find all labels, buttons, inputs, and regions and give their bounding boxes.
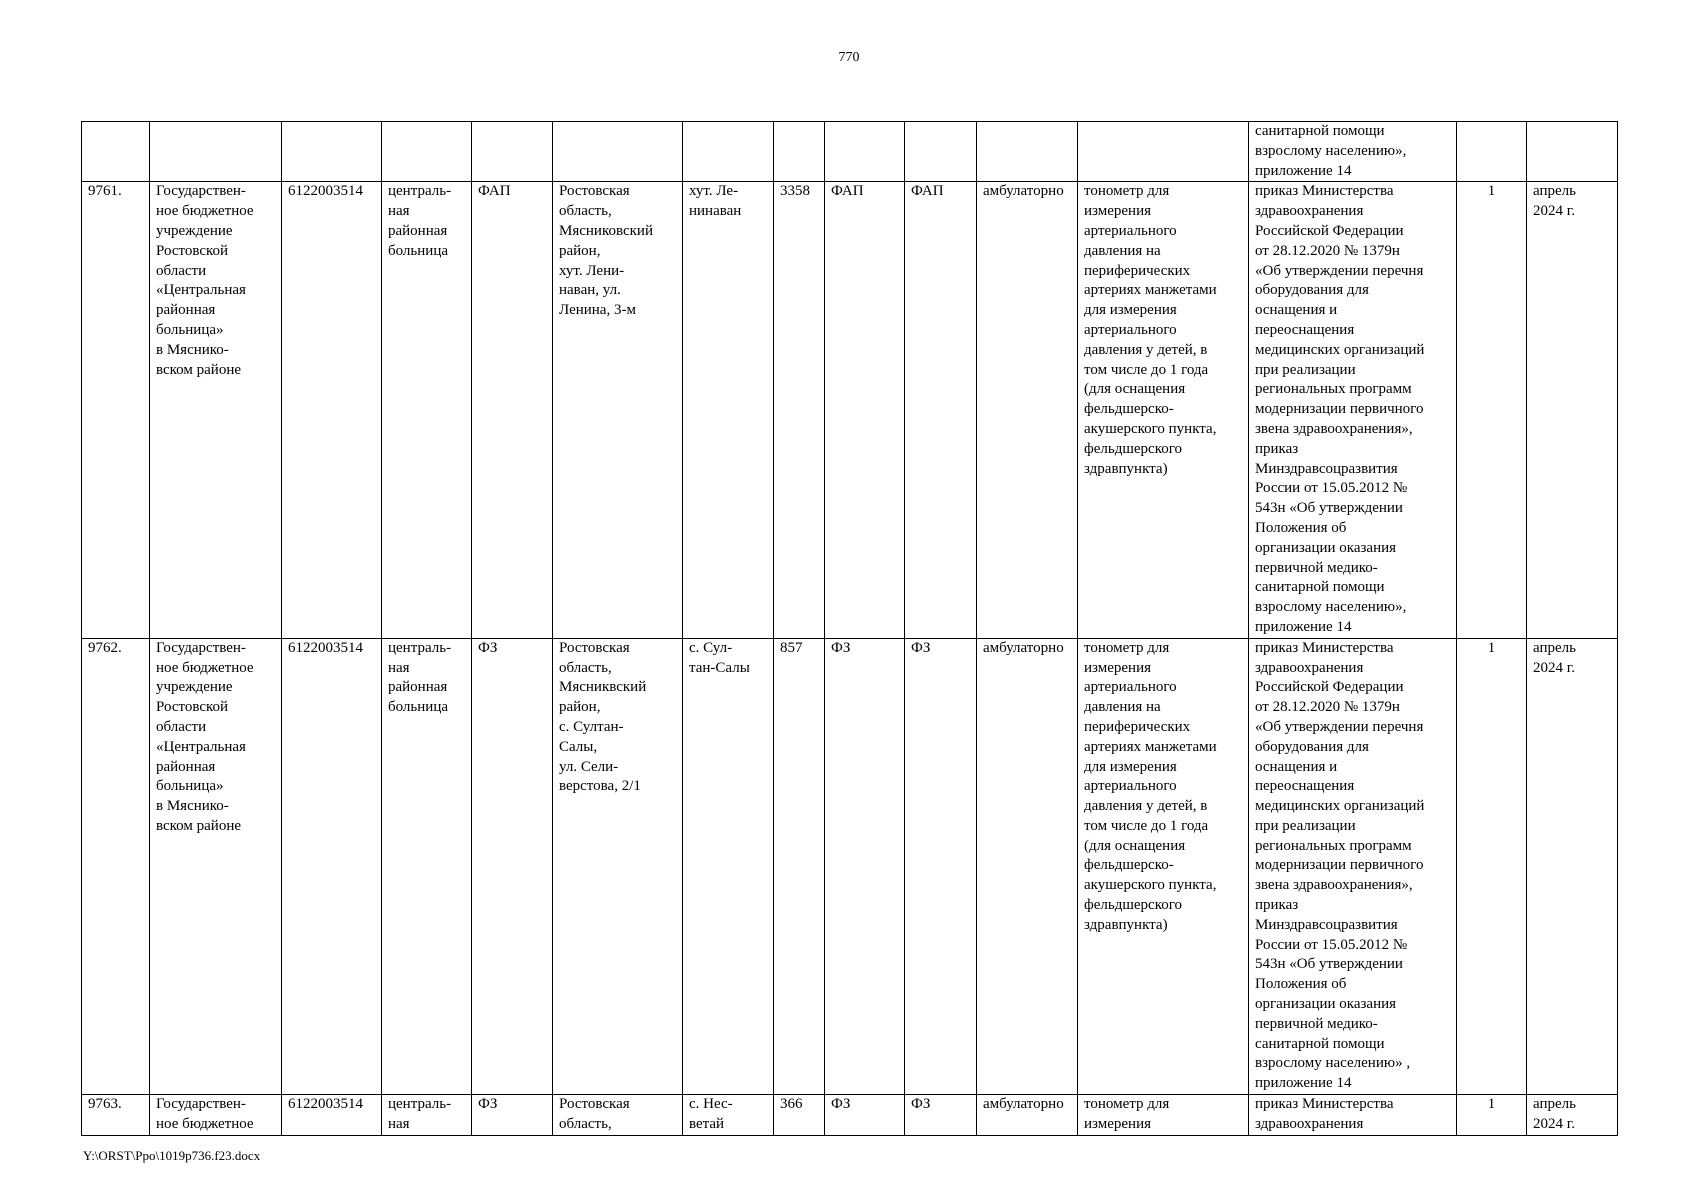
cell-equipment: тонометр для измерения артериального давления на периферических артериях манжетами для измерения артериального давления у детей, в том числе до 1 года (для оснащения фельдшерско- акушерского пункта, фельдшерского здравпункта) (1078, 182, 1249, 638)
cell-unit-type-3: ФАП (905, 182, 977, 638)
equipment-table (81, 121, 1618, 1136)
cell-care-form: амбулаторно (977, 1095, 1078, 1136)
cell-quantity: 1 (1457, 638, 1527, 1094)
cell-org-type: централь- ная районная больница (382, 638, 472, 1094)
cell-inn: 6122003514 (282, 638, 382, 1094)
cell-date: апрель 2024 г. (1527, 1095, 1618, 1136)
cell-unit-type (472, 122, 553, 182)
cell-number: 9763. (82, 1095, 150, 1136)
cell-equipment: тонометр для измерения артериального давления на периферических артериях манжетами для измерения артериального давления у детей, в том числе до 1 года (для оснащения фельдшерско- акушерского пункта, фельдшерского здравпункта) (1078, 638, 1249, 1094)
cell-unit-type-3 (905, 122, 977, 182)
cell-organization (150, 122, 282, 182)
cell-settlement: с. Сул- тан-Салы (683, 638, 774, 1094)
cell-settlement (683, 122, 774, 182)
cell-basis: приказ Министерства здравоохранения Российской Федерации от 28.12.2020 № 1379н «Об утверждении перечня оборудования для оснащения и переоснащения медицинских организаций при реализации региональных программ модернизации первичного звена здравоохранения», приказ Минздравсоцразвития России от 15.05.2012 № 543н «Об утверждении Положения об организации оказания первичной медико- санитарной помощи взрослому населению», приложение 14 (1249, 182, 1457, 638)
cell-basis: приказ Министерства здравоохранения (1249, 1095, 1457, 1136)
cell-equipment (1078, 122, 1249, 182)
cell-organization: Государствен- ное бюджетное учреждение Ростовской области «Центральная районная больница» в Мяснико- вском районе (150, 182, 282, 638)
cell-unit-type-2 (825, 122, 905, 182)
cell-population: 3358 (774, 182, 825, 638)
cell-settlement: с. Нес- ветай (683, 1095, 774, 1136)
cell-population: 366 (774, 1095, 825, 1136)
cell-inn: 6122003514 (282, 1095, 382, 1136)
table-row (82, 182, 1618, 638)
cell-number: 9761. (82, 182, 150, 638)
table-row (82, 638, 1618, 1094)
table-row-continuation (82, 122, 1618, 182)
cell-address: Ростовская область, (553, 1095, 683, 1136)
cell-date: апрель 2024 г. (1527, 182, 1618, 638)
cell-quantity: 1 (1457, 1095, 1527, 1136)
cell-population: 857 (774, 638, 825, 1094)
cell-unit-type: ФАП (472, 182, 553, 638)
cell-settlement: хут. Ле- нинаван (683, 182, 774, 638)
cell-number (82, 122, 150, 182)
cell-address (553, 122, 683, 182)
cell-unit-type: ФЗ (472, 1095, 553, 1136)
cell-org-type (382, 122, 472, 182)
cell-unit-type-2: ФЗ (825, 1095, 905, 1136)
cell-care-form (977, 122, 1078, 182)
cell-care-form: амбулаторно (977, 638, 1078, 1094)
cell-inn (282, 122, 382, 182)
table-row (82, 1095, 1618, 1136)
cell-unit-type-2: ФАП (825, 182, 905, 638)
cell-quantity: 1 (1457, 182, 1527, 638)
cell-number: 9762. (82, 638, 150, 1094)
cell-date: апрель 2024 г. (1527, 638, 1618, 1094)
footer-file-path: Y:\ORST\Ppo\1019p736.f23.docx (83, 1148, 261, 1163)
cell-unit-type-2: ФЗ (825, 638, 905, 1094)
cell-basis: приказ Министерства здравоохранения Российской Федерации от 28.12.2020 № 1379н «Об утверждении перечня оборудования для оснащения и переоснащения медицинских организаций при реализации региональных программ модернизации первичного звена здравоохранения», приказ Минздравсоцразвития России от 15.05.2012 № 543н «Об утверждении Положения об организации оказания первичной медико- санитарной помощи взрослому населению» , приложение 14 (1249, 638, 1457, 1094)
cell-quantity (1457, 122, 1527, 182)
cell-inn: 6122003514 (282, 182, 382, 638)
cell-date (1527, 122, 1618, 182)
cell-org-type: централь- ная (382, 1095, 472, 1136)
cell-address: Ростовская область, Мясниковский район, хут. Лени- наван, ул. Ленина, 3-м (553, 182, 683, 638)
cell-org-type: централь- ная районная больница (382, 182, 472, 638)
cell-address: Ростовская область, Мясниквский район, с. Султан- Салы, ул. Сели- верстова, 2/1 (553, 638, 683, 1094)
cell-unit-type-3: ФЗ (905, 638, 977, 1094)
cell-equipment: тонометр для измерения (1078, 1095, 1249, 1136)
cell-care-form: амбулаторно (977, 182, 1078, 638)
cell-unit-type: ФЗ (472, 638, 553, 1094)
cell-unit-type-3: ФЗ (905, 1095, 977, 1136)
cell-organization: Государствен- ное бюджетное (150, 1095, 282, 1136)
cell-organization: Государствен- ное бюджетное учреждение Ростовской области «Центральная районная больница» в Мяснико- вском районе (150, 638, 282, 1094)
cell-population (774, 122, 825, 182)
page-number: 770 (838, 50, 860, 65)
cell-basis: санитарной помощи взрослому населению», приложение 14 (1249, 122, 1457, 182)
